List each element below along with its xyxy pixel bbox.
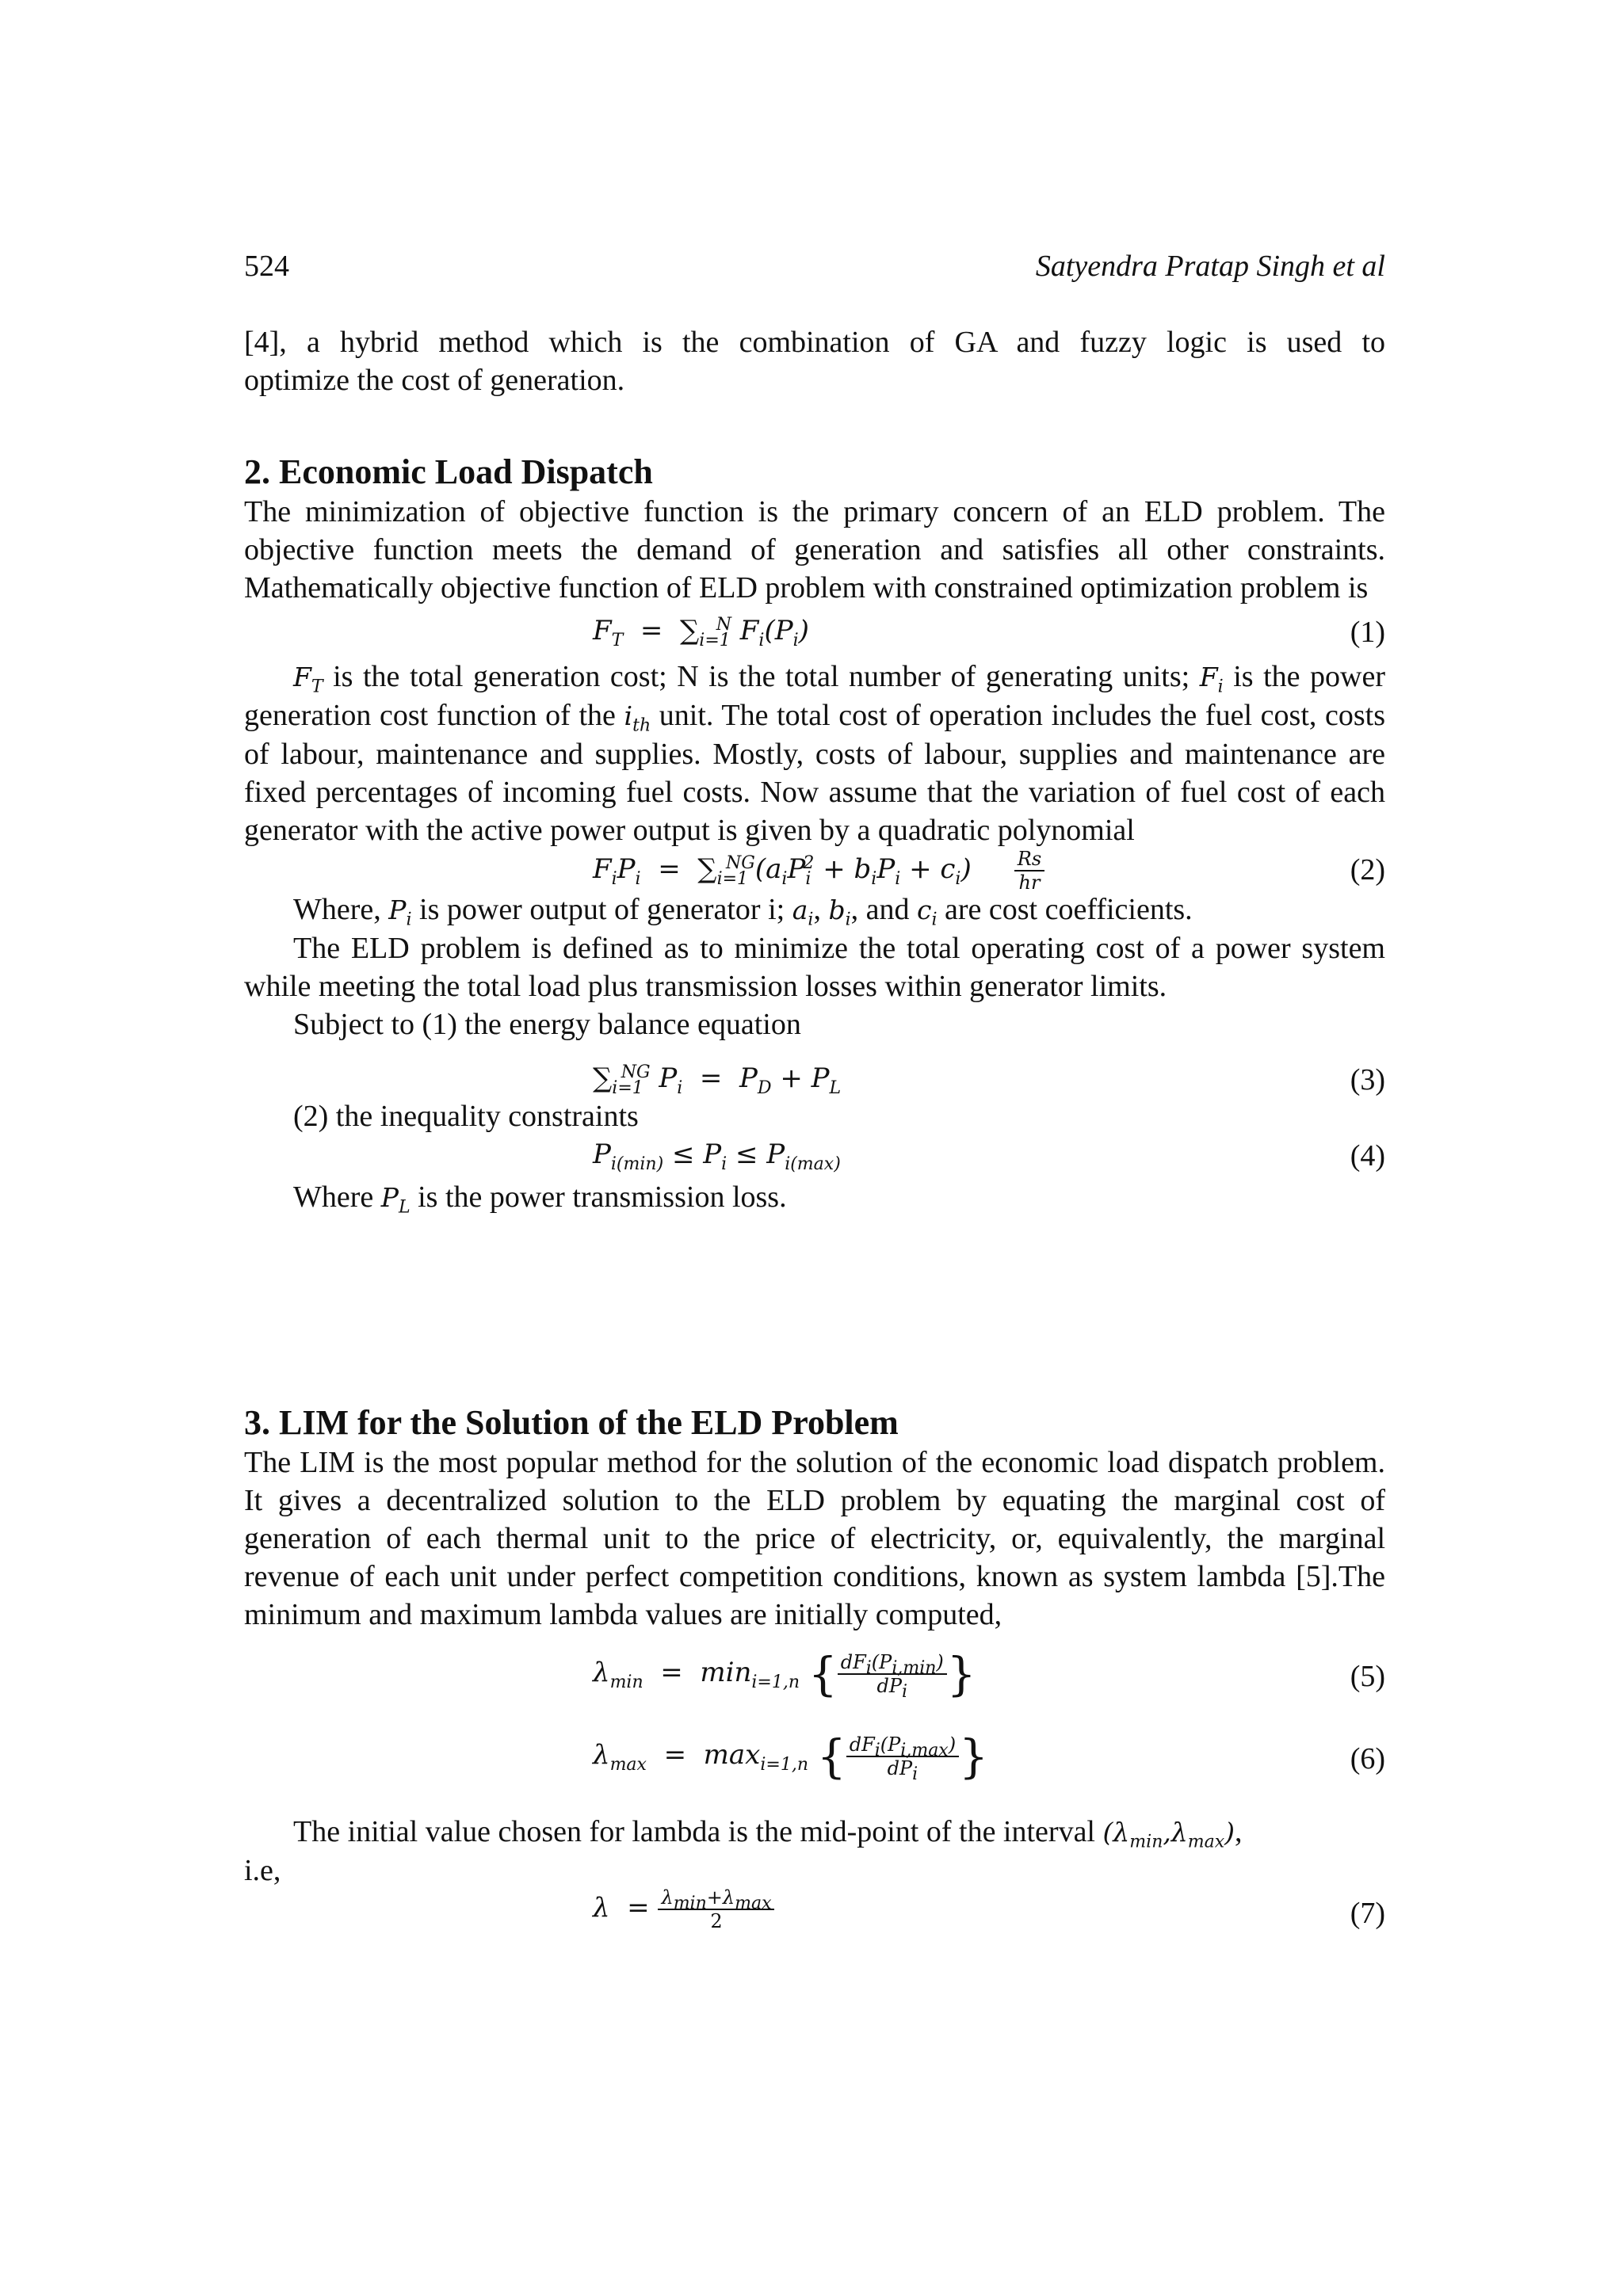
equation-1-number: (1): [1350, 616, 1385, 649]
section-3-heading: 3. LIM for the Solution of the ELD Problem: [244, 1403, 899, 1442]
para2-part-a: is the total generation cost; N is the total number of generating units;: [333, 660, 1190, 693]
equation-2-number: (2): [1350, 853, 1385, 887]
equation-6-number: (6): [1350, 1742, 1385, 1775]
loss-b: is the power transmission loss.: [418, 1180, 787, 1214]
running-head-authors: Satyendra Pratap Singh et al: [1035, 250, 1385, 283]
equation-4: $P_{i(min)} \le P_i \le P_{i(max)}$ (4): [593, 1138, 1385, 1174]
equation-4-number: (4): [1350, 1139, 1385, 1173]
section-2-paragraph-3: The ELD problem is defined as to minimize the total operating cost of a power system while meeting the total load plus transmission losses within generator limits.: [244, 932, 1385, 1003]
equation-7-number: (7): [1350, 1897, 1385, 1930]
equation-1: $F_T = \sum_{i=1}^N$ $F_i(P_i)$ (1): [593, 614, 1385, 650]
section-3-paragraph-2: The initial value chosen for lambda is the mid-point of the interval $(\lambda_{min},\lambda_{max})$,: [293, 1815, 1243, 1852]
equation-5-number: (5): [1350, 1660, 1385, 1693]
equation-5: $\lambda_{min} = \min_{i=1,n}$ { $\frac{dF_i(P_{i,min})}{dP_i}$ } (5): [593, 1647, 1385, 1702]
intro-line-2: optimize the cost of generation.: [244, 364, 625, 397]
intro-line-1: [4], a hybrid method which is the combination of GA and fuzzy logic is used to: [244, 326, 1385, 359]
loss-definition: Where $P_L$ is the power transmission loss.: [293, 1180, 787, 1218]
para2-part-b: is the power generation cost function of the: [244, 660, 1386, 732]
para-midpoint: The initial value chosen for lambda is the mid-point of the interval: [293, 1815, 1095, 1848]
section-2-paragraph-2: $F_T$ is the total generation cost; N is the total number of generating units; $F_i$ is the power generation cost function of the $i_{th}$ unit. The total cost of operation includes the fuel cost, costs of labour, maintenance and supplies. Mostly, costs of labour, supplies and maintenance are fixed percentages of incoming fuel costs. Now assume that the variation of fuel cost of each generator with the active power output is given by a quadratic polynomial: [244, 660, 1386, 847]
para2-part-c: unit. The total cost of operation includes the fuel cost, costs of labour, maintenance and supplies. Mostly, costs of labour, supplies and maintenance are fixed percentages of incoming fuel costs. Now assume that the variation of fuel cost of each generator with the active power output is given by a quadratic polynomial: [244, 699, 1386, 847]
section-3-paragraph-1: The LIM is the most popular method for the solution of the economic load dispatch problem. It gives a decentralized solution to the ELD problem by equating the marginal cost of generation of each thermal unit to the price of electricity, or, equivalently, the marginal revenue of each unit under perfect competition conditions, known as system lambda [5].The minimum and maximum lambda values are initially computed,: [244, 1446, 1385, 1631]
where-b: is power output of generator i;: [419, 893, 785, 926]
subject-to: Subject to (1) the energy balance equation: [293, 1008, 801, 1041]
running-head: [244, 247, 1385, 287]
equation-3-number: (3): [1350, 1063, 1385, 1097]
equation-7: λ = $\frac{\lambda_{min}+\lambda_{max}}{2}$ (7): [593, 1886, 1385, 1932]
ie-label: i.e,: [244, 1854, 281, 1887]
loss-a: Where: [293, 1180, 374, 1214]
page-number: 524: [244, 250, 289, 283]
equation-2: $F_iP_i = \sum_{i=1}^{NG}(a_iP_i^2 + b_iP_i + c_i)$ $\frac{Rs}{hr}$ (2): [593, 848, 1385, 894]
where-a: Where,: [293, 893, 381, 926]
equation-3: $\sum_{i=1}^{NG}$ $P_i = P_D + P_L$ (3): [593, 1062, 1385, 1098]
section-2-heading: 2. Economic Load Dispatch: [244, 452, 653, 491]
inequality-constraints-label: (2) the inequality constraints: [293, 1100, 639, 1133]
section-2-paragraph-1: The minimization of objective function is the primary concern of an ELD problem. The objective function meets the demand of generation and satisfies all other constraints. Mathematically objective function of ELD problem with constrained optimization problem is: [244, 495, 1385, 605]
where-coefficients: Where, $P_i$ is power output of generator i; $a_i$, $b_i$, and $c_i$ are cost coefficients.: [293, 893, 1193, 930]
where-d: are cost coefficients.: [945, 893, 1193, 926]
where-c: and: [865, 893, 910, 926]
equation-6: $\lambda_{max} = \max_{i=1,n}$ { $\frac{dF_i(P_{i,max})}{dP_i}$ } (6): [593, 1730, 1385, 1784]
